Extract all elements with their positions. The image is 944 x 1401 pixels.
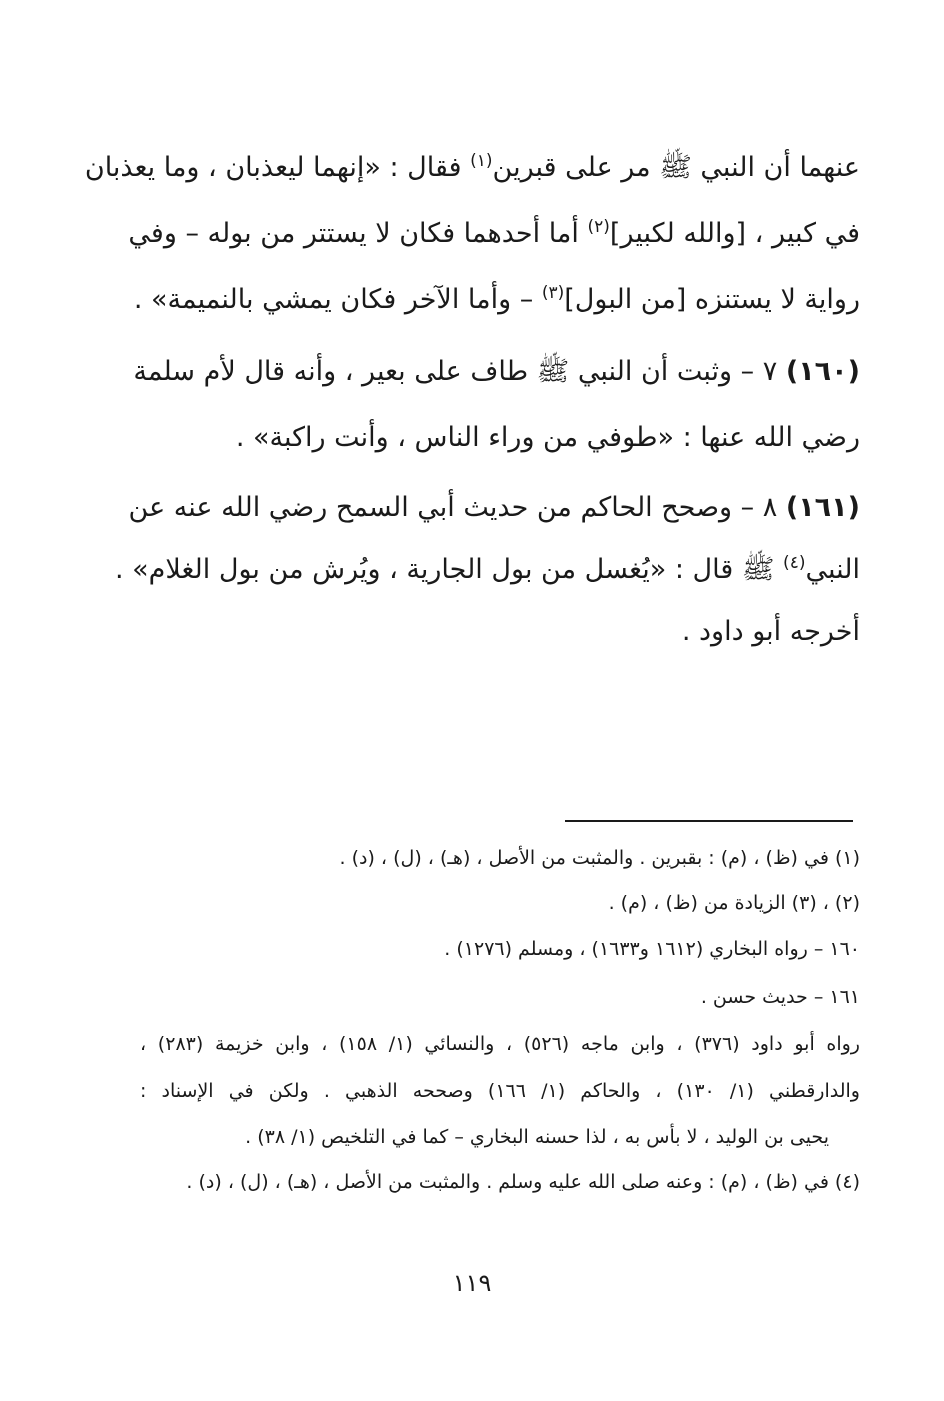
footnote-2: (٢) ، (٣) الزيادة من (ظ) ، (م) .	[608, 892, 860, 914]
hadith-number-160: (١٦٠)	[785, 356, 860, 387]
line-6-text: ٨ – وصحح الحاكم من حديث أبي السمح رضي الله عنه عن	[128, 492, 786, 523]
footnote-divider	[565, 820, 853, 822]
line-4-text: ٧ – وثبت أن النبي ﷺ طاف على بعير ، وأنه قال لأم سلمة	[133, 356, 786, 387]
footnote-marker-4: (٤)	[783, 553, 806, 573]
line-8-text: أخرجه أبو داود .	[681, 616, 860, 647]
line-2-text-b: أما أحدهما فكان لا يستتر من بوله – وفي	[128, 218, 588, 249]
line-1-text-a: عنهما أن النبي ﷺ مر على قبرين	[492, 152, 860, 183]
body-line-8	[140, 612, 860, 652]
hadith-number-161: (١٦١)	[785, 492, 860, 523]
line-3-text-a: رواية لا يستنزه [من البول]	[564, 284, 860, 315]
body-line-7	[115, 550, 860, 590]
line-3-text-b: – وأما الآخر فكان يمشي بالنميمة» .	[133, 284, 542, 315]
footnote-161-line-3: يحيى بن الوليد ، لا بأس به ، لذا حسنه البخاري – كما في التلخيص (١/ ٣٨) .	[245, 1126, 829, 1148]
line-7-text-a: النبي	[805, 554, 860, 585]
body-line-1	[84, 148, 860, 188]
body-line-4	[133, 352, 860, 392]
body-line-3	[133, 280, 860, 320]
footnote-4: (٤) في (ظ) ، (م) : وعنه صلى الله عليه وسلم . والمثبت من الأصل ، (هـ) ، (ل) ، (د) .	[186, 1171, 860, 1193]
body-line-2	[128, 214, 860, 254]
footnote-marker-1: (١)	[470, 151, 493, 171]
body-line-5	[140, 418, 860, 458]
footnote-161-line-1: رواه أبو داود (٣٧٦) ، وابن ماجه (٥٢٦) ، والنسائي (١/ ١٥٨) ، وابن خزيمة (٢٨٣) ،	[140, 1033, 860, 1055]
footnote-161-heading: ١٦١ – حديث حسن .	[700, 986, 860, 1008]
line-2-text-a: في كبير ، [والله لكبير]	[609, 218, 860, 249]
line-5-text: رضي الله عنها : «طوفي من وراء الناس ، وأنت راكبة» .	[235, 422, 860, 453]
footnote-marker-3: (٣)	[541, 283, 565, 303]
footnote-161-line-2: والدارقطني (١/ ١٣٠) ، والحاكم (١/ ١٦٦) وصححه الذهبي . ولكن في الإسناد :	[140, 1080, 860, 1102]
body-line-6	[128, 488, 860, 528]
footnote-1: (١) في (ظ) ، (م) : بقبرين . والمثبت من الأصل ، (هـ) ، (ل) ، (د) .	[339, 847, 860, 869]
line-1-text-b: فقال : «إنهما ليعذبان ، وما يعذبان	[84, 152, 471, 183]
line-7-text-b: ﷺ قال : «يُغسل من بول الجارية ، ويُرش من بول الغلام» .	[115, 554, 784, 585]
footnote-marker-2: (٢)	[587, 217, 610, 237]
page-number: ١١٩	[452, 1269, 492, 1297]
footnote-160: ١٦٠ – رواه البخاري (١٦١٢ و١٦٣٣) ، ومسلم (١٢٧٦) .	[444, 938, 860, 960]
